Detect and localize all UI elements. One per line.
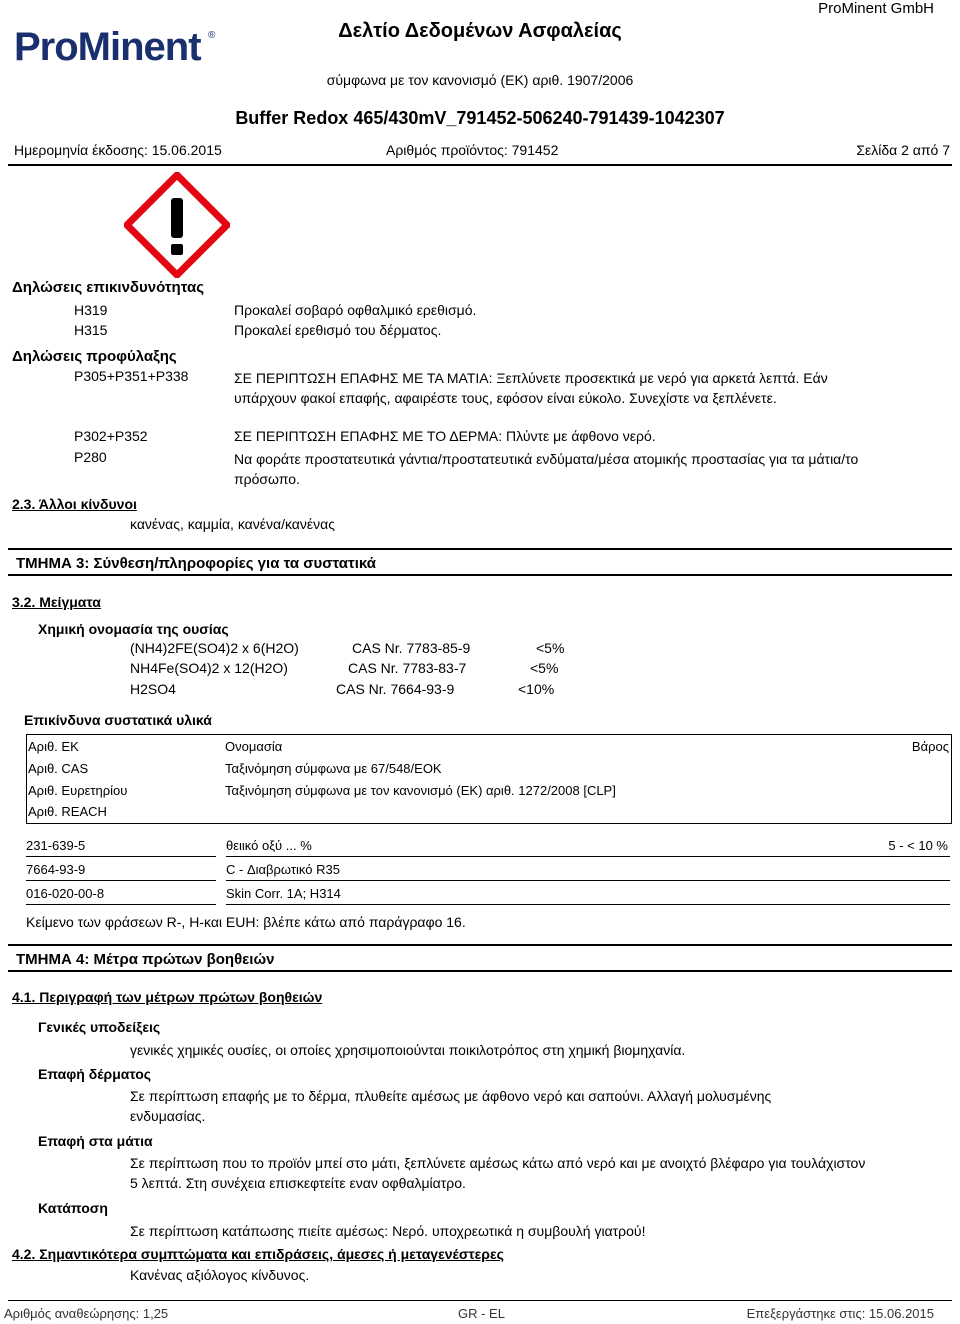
col-index-header: Αριθ. Ευρετηρίου [28,783,128,798]
ingestion-text: Σε περίπτωση κατάπωσης πιείτε αμέσως: Νερό. υποχρεωτικά η συμβουλή γιατρού! [130,1223,646,1239]
row-divider [26,880,216,881]
eye-contact-heading: Επαφή στα μάτια [38,1133,153,1149]
col-weight-header: Βάρος [911,739,949,754]
header-rule [8,164,952,166]
company-name: ProMinent GmbH [818,0,934,17]
precautionary-text: Να φοράτε προστατευτικά γάντια/προστατευτικά ενδύματα/μέσα ατομικής προστασίας για τα μάτια/το πρόσωπο. [234,451,859,487]
svg-text:®: ® [208,30,216,41]
substance-percent: <5% [536,640,565,656]
skin-contact-heading: Επαφή δέρματος [38,1066,152,1082]
precautionary-text: ΣΕ ΠΕΡΙΠΤΩΣΗ ΕΠΑΦΗΣ ΜΕ ΤΟ ΔΕΡΜΑ: Πλύντε με άφθονο νερό. [234,428,656,444]
components-table-header [26,734,952,824]
processed-date: Επεξεργάστηκε στις: 15.06.2015 [746,1306,934,1321]
row-clp-class: Skin Corr. 1A; H314 [226,886,341,901]
issue-date: Ημερομηνία έκδοσης: 15.06.2015 [14,142,222,158]
hazard-text: Προκαλεί ερεθισμό του δέρματος. [234,322,442,338]
section-3-bar [8,548,952,576]
row-divider [26,904,216,905]
substance-cas: CAS Nr. 7664-93-9 [336,681,455,697]
svg-text:ProMinent: ProMinent [14,25,201,69]
section-4-title: ΤΜΗΜΑ 4: Μέτρα πρώτων βοηθειών [16,951,275,968]
col-clp-header: Ταξινόμηση σύμφωνα με τον κανονισμό (ΕΚ) αριθ. 1272/2008 [CLP] [225,783,616,798]
row-weight: 5 - < 10 % [888,838,948,853]
general-advice-text: γενικές χημικές ουσίες, οι οποίες χρησιμοποιούνται ποικιλοτρόπος στη χημική βιομηχανία. [130,1042,686,1058]
row-divider [226,856,950,857]
precautionary-text: ΣΕ ΠΕΡΙΠΤΩΣΗ ΕΠΑΦΗΣ ΜΕ ΤΑ ΜΑΤΙΑ: Ξεπλύνετε προσεκτικά με νερό για αρκετά λεπτά. Εάν υπάρχουν φακοί επαφής, αφαιρέστε τους, εφόσον είναι εύκολο. Συνεχίστε να ξεπλένετε. [234,370,828,406]
page-number: Σελίδα 2 από 7 [856,142,950,158]
row-index-number: 016-020-00-8 [26,886,105,901]
mixtures-heading: 3.2. Μείγματα [12,594,101,610]
row-dsd-class: C - Διαβρωτικό R35 [226,862,340,877]
section-4-bar [8,944,952,972]
product-name: Buffer Redox 465/430mV_791452-506240-791439-1042307 [235,108,725,128]
col-dsd-header: Ταξινόμηση σύμφωνα με 67/548/ΕΟΚ [225,761,442,776]
col-name-header: Ονομασία [225,739,283,754]
eye-contact-text: Σε περίπτωση που το προϊόν μπεί στο μάτι, ξεπλύνετε αμέσως κάτω από νερό και με ανοιχτό βλέφαρο για τουλάχιστον 5 λεπτά. Στη συνέχεια επισκεφτείτε εναν οφθαλμίατρο. [130,1155,866,1191]
r-phrases-note: Κείμενο των φράσεων R-, H-και EUH: βλέπε κάτω από παράγραφο 16. [26,914,466,930]
substance-cas: CAS Nr. 7783-85-9 [352,640,471,656]
revision-number: Αριθμός αναθεώρησης: 1,25 [4,1306,169,1321]
chemical-name-heading: Χημική ονομασία της ουσίας [38,621,229,637]
symptoms-text: Κανένας αξιόλογος κίνδυνος. [130,1267,310,1283]
hazard-code: H315 [74,322,108,338]
precautionary-code: P305+P351+P338 [74,368,189,384]
row-divider [26,856,216,857]
hazard-statements-heading: Δηλώσεις επικινδυνότητας [12,279,205,296]
row-ec-number: 231-639-5 [26,838,86,853]
row-cas-number: 7664-93-9 [26,862,86,877]
first-aid-measures-heading: 4.1. Περιγραφή των μέτρων πρώτων βοηθειών [12,989,323,1005]
other-hazards-heading: 2.3. Άλλοι κίνδυνοι [12,496,137,512]
regulation-line: σύμφωνα με τον κανονισμό (ΕΚ) αριθ. 1907/2006 [326,72,634,88]
col-ec-header: Αριθ. ΕΚ [28,739,79,754]
symptoms-heading: 4.2. Σημαντικότερα συμπτώματα και επιδράσεις, άμεσες ή μεταγενέστερες [12,1246,504,1262]
language-code: GR - EL [458,1306,505,1321]
precautionary-code: P280 [74,449,107,465]
substance-name: H2SO4 [130,681,176,697]
hazard-code: H319 [74,302,108,318]
col-cas-header: Αριθ. CAS [28,761,89,776]
precautionary-code: P302+P352 [74,428,148,444]
section-3-title: ΤΜΗΜΑ 3: Σύνθεση/πληροφορίες για τα συστατικά [16,555,376,572]
footer-rule [8,1300,952,1301]
document-title: Δελτίο Δεδομένων Ασφαλείας [338,20,622,42]
substance-cas: CAS Nr. 7783-83-7 [348,660,467,676]
general-advice-heading: Γενικές υποδείξεις [38,1019,161,1035]
hazardous-components-heading: Επικίνδυνα συστατικά υλικά [24,712,212,728]
row-substance-name: θειικό οξύ ... % [226,838,312,853]
substance-name: (NH4)2FE(SO4)2 x 6(H2O) [130,640,299,656]
substance-name: NH4Fe(SO4)2 x 12(H2O) [130,660,288,676]
skin-contact-text: Σε περίπτωση επαφής με το δέρμα, πλυθείτε αμέσως με άφθονο νερό και σαπούνι. Αλλαγή μολυσμένης ενδυμασίας. [130,1088,772,1124]
product-number: Αριθμός προϊόντος: 791452 [386,142,559,158]
col-reach-header: Αριθ. REACH [28,804,107,819]
other-hazards-text: κανένας, καμμία, κανένα/κανένας [130,516,335,532]
substance-percent: <5% [530,660,559,676]
ingestion-heading: Κατάποση [38,1200,108,1216]
precautionary-statements-heading: Δηλώσεις προφύλαξης [12,348,177,365]
exclamation-mark-icon [124,172,230,281]
row-divider [226,904,950,905]
row-divider [226,880,950,881]
substance-percent: <10% [518,681,555,697]
hazard-text: Προκαλεί σοβαρό οφθαλμικό ερεθισμό. [234,302,477,318]
